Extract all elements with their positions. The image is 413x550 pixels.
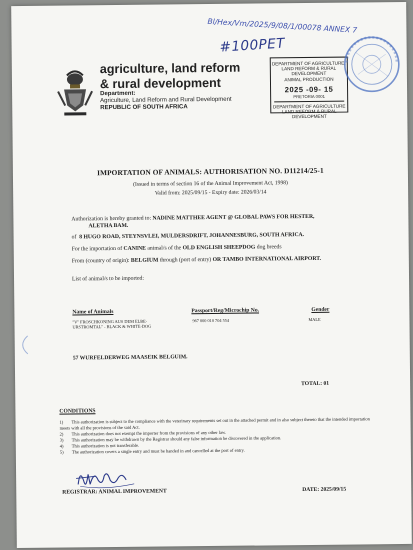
breed: OLD ENGLISH SHEEPDOG bbox=[182, 244, 256, 252]
entry-mid: through (port of entry) bbox=[159, 257, 212, 264]
stamp-line1: DEPARTMENT OF AGRICULTURE, bbox=[271, 60, 346, 67]
condition-item: 2) This authorization does not exempt the importer from the provisions of any other law. bbox=[59, 429, 227, 437]
coat-of-arms-icon bbox=[56, 69, 95, 117]
import-mid: animal/s of the bbox=[147, 245, 182, 252]
of-prefix: of bbox=[71, 234, 77, 241]
country-name: REPUBLIC OF SOUTH AFRICA bbox=[100, 104, 188, 112]
from-prefix: From (country of origin): bbox=[71, 257, 130, 265]
species: CANINE bbox=[123, 245, 147, 252]
origin-and-entry bbox=[72, 255, 372, 265]
animal-name: "V" FROSCHKONING AUS DEM ELBE-URSTROMTAL" - BLACK & WHITE-DOG bbox=[72, 318, 152, 330]
total-count: TOTAL: 01 bbox=[301, 380, 330, 388]
animal-gender: MALE bbox=[308, 316, 321, 322]
official-seal-icon bbox=[341, 32, 402, 97]
stamp-bottom1: DEPARTMENT OF AGRICULTURE bbox=[273, 103, 346, 110]
column-header-passport: Passport/Reg/Microchip No. bbox=[191, 307, 260, 315]
stamp-bottom2: LAND REFORM & RURAL DEVELOPMENT bbox=[281, 108, 337, 120]
stamp-line2: LAND REFORM & RURAL DEVELOPMENT bbox=[281, 65, 337, 77]
grantee-line2: ALETHA BAM. bbox=[88, 222, 129, 230]
column-header-gender: Gender bbox=[311, 306, 330, 313]
document-title: IMPORTATION OF ANIMALS: AUTHORISATION NO. D11214/25-1 bbox=[97, 165, 324, 178]
registrar-signature-icon bbox=[74, 464, 144, 491]
issued-under-text: (Issued in terms of section 16 of the Animal Improvement Act, 1998) bbox=[133, 180, 288, 188]
date-stamp bbox=[270, 57, 349, 120]
column-header-name: Name of Animals bbox=[72, 309, 114, 316]
import-prefix: For the importation of bbox=[71, 245, 123, 253]
authorisation-document bbox=[11, 2, 412, 548]
stamp-location: PRETORIA 0001 bbox=[293, 93, 325, 99]
animal-microchip: 967 000 010 704 554 bbox=[192, 317, 230, 324]
condition-item: 4) This authorization is not transferable. bbox=[59, 442, 140, 449]
country-origin: BELGIUM bbox=[130, 257, 159, 264]
department-name-line1: agriculture, land reform bbox=[99, 60, 241, 77]
list-heading: List of animal/s to be imported: bbox=[72, 275, 144, 283]
address-text: 8 HUGO ROAD, STEYNSVLEI, MULDERSDRIFT, JOHANNESBURG, SOUTH AFRICA. bbox=[79, 232, 305, 241]
handwritten-code: #100PET bbox=[219, 35, 286, 56]
condition-item: 1) This authorization is subject to the compliance with the veterinary requirements set out in the attached permit and in also subject thereto that the intended importation meets with all the provisions of the said Act. bbox=[59, 416, 370, 431]
origin-address: 57 WURFELDERWEG MAASEIK BELGUIM. bbox=[72, 354, 188, 362]
condition-item: 3) This authorization may be withdrawn by the Registrar should any false information be discovered in the application. bbox=[59, 435, 282, 443]
import-suffix: dog breeds bbox=[256, 244, 282, 251]
department-subtitle bbox=[100, 90, 232, 112]
grantee-address bbox=[72, 231, 372, 241]
handwritten-reference: Bl/Hex/Vm/2025/9/08/1/00078 ANNEX 7 bbox=[207, 16, 358, 35]
stamp-date: 2025 -09- 15 bbox=[284, 84, 334, 95]
conditions-heading: CONDITIONS bbox=[59, 408, 96, 415]
registrar-title: REGISTRAR: ANIMAL IMPROVEMENT bbox=[62, 488, 167, 496]
auth-prefix: Authorization is hereby granted to: bbox=[71, 215, 152, 223]
validity-dates: Valid from: 2025/09/15 - Expiry date: 2026/03/14 bbox=[154, 189, 267, 197]
department-full-name: Agriculture, Land Reform and Rural Development bbox=[100, 96, 232, 105]
condition-item: 5) The authorization covers a single entry and must be handed in and cancelled at the port of entry. bbox=[59, 447, 245, 455]
edge-stamp-mark-icon bbox=[16, 334, 30, 356]
signature-date: DATE: 2025/09/15 bbox=[302, 486, 347, 494]
importation-species bbox=[72, 243, 372, 253]
department-label: Department: bbox=[100, 90, 136, 98]
port-of-entry: OR TAMBO INTERNATIONAL AIRPORT. bbox=[212, 255, 322, 263]
stamp-line3: ANIMAL PRODUCTION bbox=[284, 76, 334, 82]
department-name-line2: & rural development bbox=[99, 75, 221, 92]
grantee-line1: NADINE MATTHEE AGENT @ GLOBAL PAWS FOR HESTER, bbox=[152, 213, 315, 222]
